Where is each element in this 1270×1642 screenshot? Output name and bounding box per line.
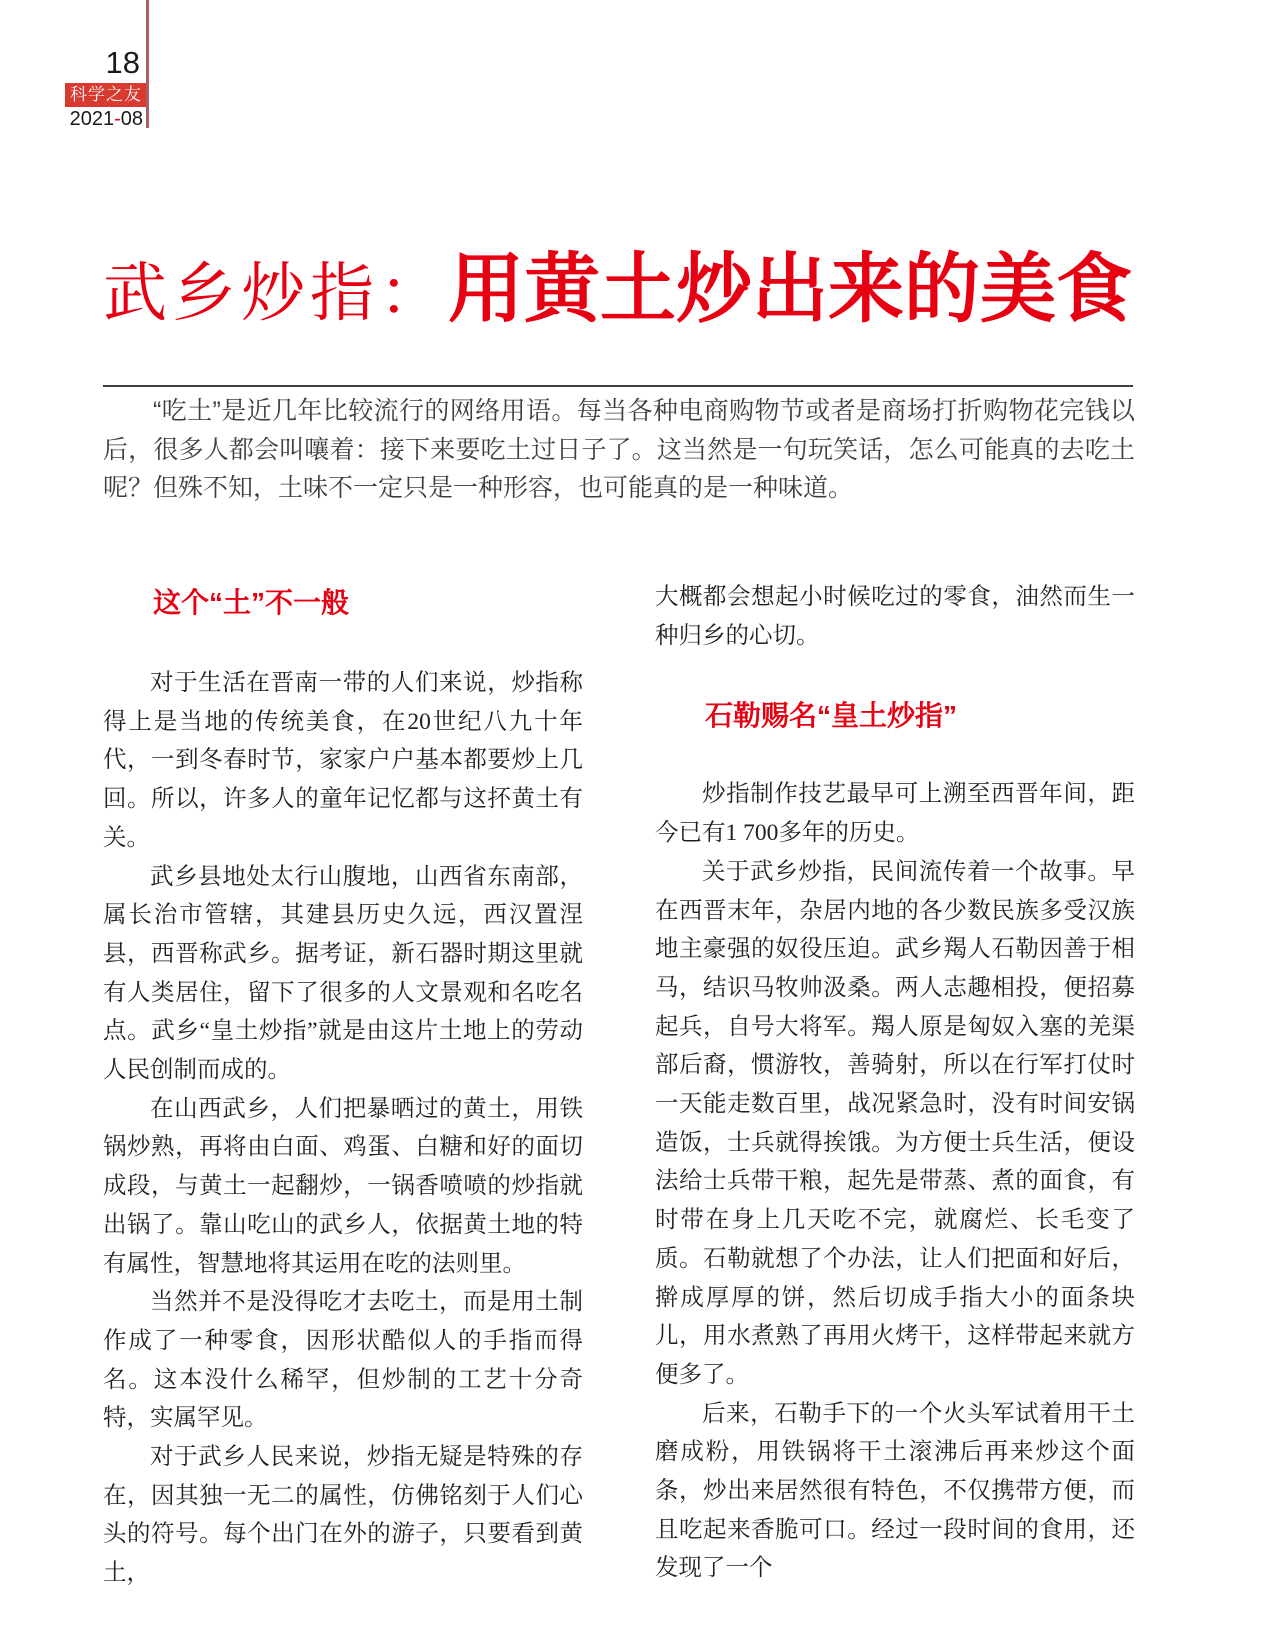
column-right (655, 560, 1135, 1593)
body-paragraph: 当然并不是没得吃才去吃土，而是用土制作成了一种零食，因形状酷似人的手指而得名。这本没什么稀罕，但炒制的工艺十分奇特，实属罕见。 (103, 1289, 583, 1432)
column-left (103, 560, 583, 1593)
body-paragraph: 在山西武乡，人们把暴晒过的黄土，用铁锅炒熟，再将由白面、鸡蛋、白糖和好的面切成段，与黄土一起翻炒，一锅香喷喷的炒指就出锅了。靠山吃山的武乡人，依据黄土地的特有属性，智慧地将其运用在吃的法则里。 (103, 1095, 583, 1277)
intro-paragraph: “吃土”是近几年比较流行的网络用语。每当各种电商购物节或者是商场打折购物花完钱以后，很多人都会叫嚷着：接下来要吃土过日子了。这当然是一句玩笑话，怎么可能真的去吃土呢？但殊不知，土味不一定只是一种形容，也可能真的是一种味道。 (103, 397, 1135, 502)
article (103, 0, 1135, 1642)
body-paragraph: 武乡县地处太行山腹地，山西省东南部，属长治市管辖，其建县历史久远，西汉置涅县，西晋称武乡。据考证，新石器时期这里就有人类居住，留下了很多的人文景观和名吃名点。武乡“皇土炒指”就是由这片土地上的劳动人民创制而成的。 (103, 863, 583, 1084)
two-column-layout (103, 560, 1135, 1593)
issue-month: 08 (120, 108, 143, 130)
body-paragraph: 关于武乡炒指，民间流传着一个故事。早在西晋末年，杂居内地的各少数民族多受汉族地主豪强的奴役压迫。武乡羯人石勒因善于相马，结识马牧帅汲桑。两人志趣相投，便招募起兵，自号大将军。羯人原是匈奴入塞的羌渠部后裔，惯游牧，善骑射，所以在行军打仗时一天能走数百里，战况紧急时，没有时间安锅造饭，士兵就得挨饿。为方便士兵生活，便设法给士兵带干粮，起先是带蒸、煮的面食，有时带在身上几天吃不完，就腐烂、长毛变了质。石勒就想了个办法，让人们把面和好后，擀成厚厚的饼，然后切成手指大小的面条块儿，用水煮熟了再用火烤干，这样带起来就方便多了。 (655, 858, 1135, 1388)
body-paragraph: 对于生活在晋南一带的人们来说，炒指称得上是当地的传统美食，在20世纪八九十年代，一到冬春时节，家家户户基本都要炒上几回。所以，许多人的童年记忆都与这抔黄土有关。 (103, 670, 583, 851)
section-heading-2: 石勒赐名“皇土炒指” (705, 700, 958, 732)
body-paragraph: 炒指制作技艺最早可上溯至西晋年间，距今已有1 700多年的历史。 (655, 781, 1135, 847)
issue-year: 2021 (69, 108, 115, 130)
title-emphasis: 用黄土炒出来的美食 (448, 247, 1132, 332)
body-paragraph-continuation: 大概都会想起小时候吃过的零食，油然而生一种归乡的心切。 (655, 584, 1135, 649)
issue-separator: - (114, 108, 121, 130)
title-prefix: 武乡炒指： (103, 257, 448, 329)
section-heading-1: 这个“土”不一般 (153, 587, 350, 618)
article-title (103, 247, 1132, 332)
title-divider-rule (103, 385, 1133, 387)
body-paragraph: 后来，石勒手下的一个火头军试着用干土磨成粉，用铁锅将干土滚沸后再来炒这个面条，炒出来居然很有特色，不仅携带方便，而且吃起来香脆可口。经过一段时间的食用，还发现了一个 (655, 1400, 1135, 1582)
magazine-logo-badge: 科学之友 (65, 83, 146, 107)
body-paragraph: 对于武乡人民来说，炒指无疑是特殊的存在，因其独一无二的属性，仿佛铭刻于人们心头的符号。每个出门在外的游子，只要看到黄土， (103, 1444, 583, 1587)
page-number: 18 (105, 45, 140, 80)
